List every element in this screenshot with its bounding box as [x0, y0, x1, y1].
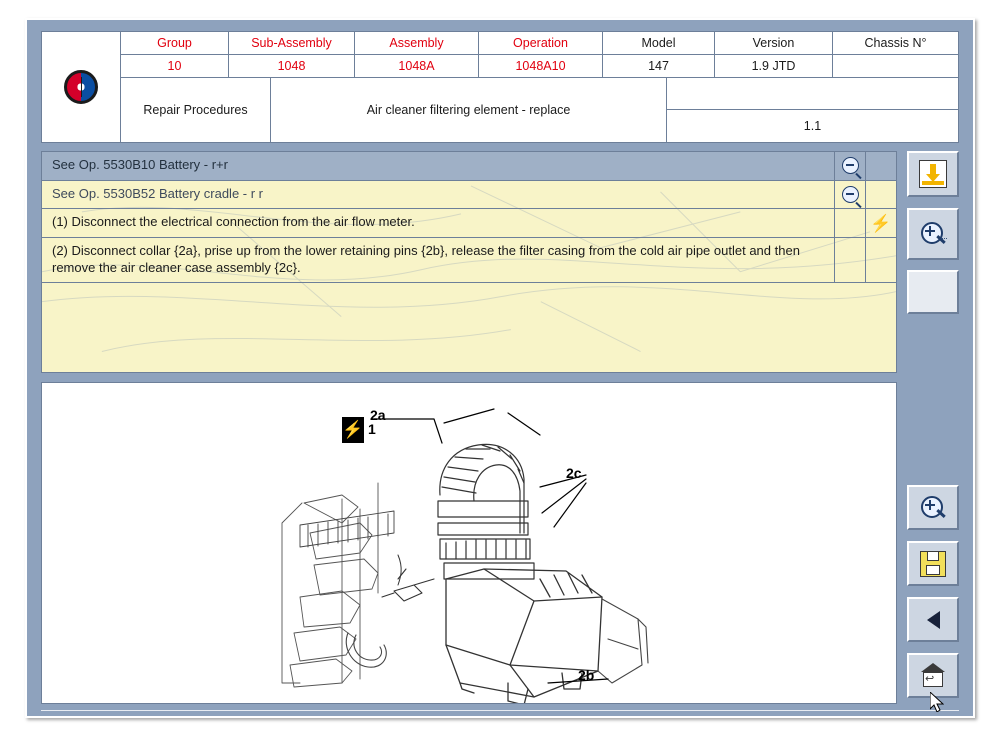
filler-text: [42, 283, 896, 317]
step-zoom-cell: [834, 209, 865, 237]
step-zoom-cell[interactable]: [834, 152, 865, 180]
step-flag-cell: [865, 238, 896, 282]
magnifier-plus-icon: [920, 221, 946, 247]
section-label: Repair Procedures: [121, 78, 271, 142]
mouse-cursor: [930, 692, 944, 712]
alfa-romeo-logo-icon: [64, 70, 98, 104]
illustration-panel[interactable]: [41, 382, 897, 704]
return-arrow-icon: ↩: [925, 672, 935, 685]
floppy-label: [926, 565, 940, 575]
callout-2a: 2a: [370, 407, 386, 423]
step-row-2[interactable]: [42, 238, 896, 283]
application-window: [25, 18, 975, 718]
magnifier-icon[interactable]: [842, 157, 859, 174]
header-label-assembly: Assembly: [355, 32, 479, 55]
magnifier-zoom-in-icon: [920, 495, 946, 521]
header-label-model: Model: [603, 32, 715, 55]
export-document-button[interactable]: [907, 151, 959, 197]
header-value-sub-assembly: 1048: [229, 55, 355, 78]
revision-spacer: [667, 78, 958, 110]
step-row-filler: [42, 283, 896, 317]
operation-description: Air cleaner filtering element - replace: [271, 78, 667, 142]
step-text: See Op. 5530B10 Battery - r+r: [52, 157, 228, 172]
revision-value: 1.1: [803, 118, 822, 133]
step-flag-cell: [865, 152, 896, 180]
plus-vertical: [929, 226, 931, 236]
step-zoom-cell[interactable]: [834, 181, 865, 209]
floppy-shutter: [927, 552, 939, 561]
zoom-selection-button[interactable]: [907, 208, 959, 260]
header-value-chassis: [833, 55, 958, 78]
step-flag-cell[interactable]: [865, 209, 896, 237]
floppy-disk-icon: [920, 551, 946, 577]
step-zoom-cell: [834, 238, 865, 282]
air-cleaner-drawing: [42, 383, 897, 703]
step-text: See Op. 5530B52 Battery cradle - r r: [52, 185, 263, 201]
step-text: (2) Disconnect collar {2a}, prise up from the lower retaining pins {2b}, release the filter casing from the cold air pipe outlet and then remove the air cleaner case assembly {2c}.: [52, 242, 800, 275]
footer-divider: [41, 710, 959, 711]
header-label-group: Group: [121, 32, 229, 55]
triangle-left-icon: [927, 611, 940, 629]
header-label-version: Version: [715, 32, 833, 55]
document-header-table: [41, 31, 959, 143]
tray-bar: [922, 181, 944, 185]
step-flag-cell: [865, 181, 896, 209]
callout-2b: 2b: [578, 667, 595, 683]
electrical-marker-box: ⚡: [342, 417, 364, 443]
step-row-reference-1[interactable]: [42, 152, 896, 181]
brand-logo-cell: [42, 32, 121, 142]
zoom-in-button[interactable]: [907, 485, 959, 530]
header-grid: [121, 32, 958, 142]
back-button[interactable]: [907, 597, 959, 642]
header-labels-row: [121, 32, 958, 55]
home-icon: [919, 663, 947, 689]
step-row-1[interactable]: [42, 209, 896, 238]
header-value-assembly: 1048A: [355, 55, 479, 78]
document-download-icon: [919, 160, 947, 188]
plus-vertical: [929, 500, 931, 510]
blank-button[interactable]: [907, 270, 959, 314]
header-value-group: 10: [121, 55, 229, 78]
save-button[interactable]: [907, 541, 959, 586]
header-description-row: [121, 78, 958, 142]
step-text: (1) Disconnect the electrical connection from the air flow meter.: [52, 214, 415, 230]
magnifier-icon[interactable]: [842, 186, 859, 203]
header-label-sub-assembly: Sub-Assembly: [229, 32, 355, 55]
header-values-row: [121, 55, 958, 78]
dots: ···: [941, 233, 947, 243]
callout-1: 1: [368, 421, 376, 437]
procedure-steps-panel: [41, 151, 897, 373]
header-label-operation: Operation: [479, 32, 603, 55]
callout-2c: 2c: [566, 465, 582, 481]
step-row-reference-2[interactable]: [42, 181, 896, 210]
header-label-chassis: Chassis N°: [833, 32, 958, 55]
header-value-version: 1.9 JTD: [715, 55, 833, 78]
header-value-operation: 1048A10: [479, 55, 603, 78]
electrical-bolt-glyph: ⚡: [870, 213, 892, 233]
roof: [921, 663, 945, 672]
header-value-model: 147: [603, 55, 715, 78]
revision-cell: [667, 78, 958, 142]
